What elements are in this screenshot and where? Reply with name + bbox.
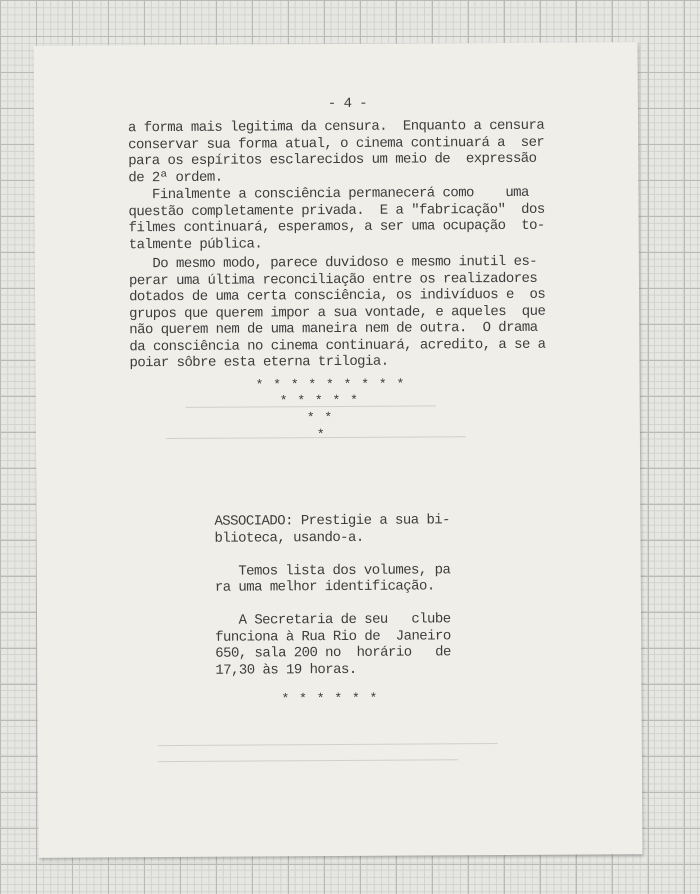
separator-row-3: * * <box>306 410 334 426</box>
closing-stars: * * * * * * <box>281 690 379 707</box>
announcement-block: ASSOCIADO: Prestigie a sua bi- blioteca, usando-a. Temos lista dos volumes, pa ra uma melhor identificação. A Secretaria de seu clube funciona à Rua Rio de Janeiro 650, sala 200 no horário de 17,30 às 19 horas. <box>214 512 451 679</box>
paragraph-3: Do mesmo modo, parece duvidoso e mesmo inutil es- perar uma última reconciliação entre os realizadores dotados de uma certa consciência, os indivíduos e os grupos que querem impor a sua vontade, e aqueles que não querem nem de uma maneira nem de outra. O drama da consciência no cinema continuará, acredito, a se a poiar sôbre esta eterna trilogia. <box>128 253 546 372</box>
typed-page <box>34 42 643 858</box>
separator-row-4: * <box>316 427 326 443</box>
separator-row-2: * * * * * <box>279 392 359 409</box>
separator-row-1: * * * * * * * * * <box>255 376 406 393</box>
bleed-through-mark <box>158 743 498 746</box>
bleed-through-mark <box>158 759 458 762</box>
page-number: - 4 - <box>327 95 368 113</box>
paragraph-2: Finalmente a consciência permanecerá como uma questão completamente privada. E a "fabricação" dos filmes continuará, esperamos, a ser uma ocupação to- talmente pública. <box>128 184 545 253</box>
paragraph-1: a forma mais legitima da censura. Enquanto a censura conservar sua forma atual, o cinema continuará a ser para os espíritos esclarecidos um meio de expressão de 2ª ordem. <box>127 117 545 186</box>
